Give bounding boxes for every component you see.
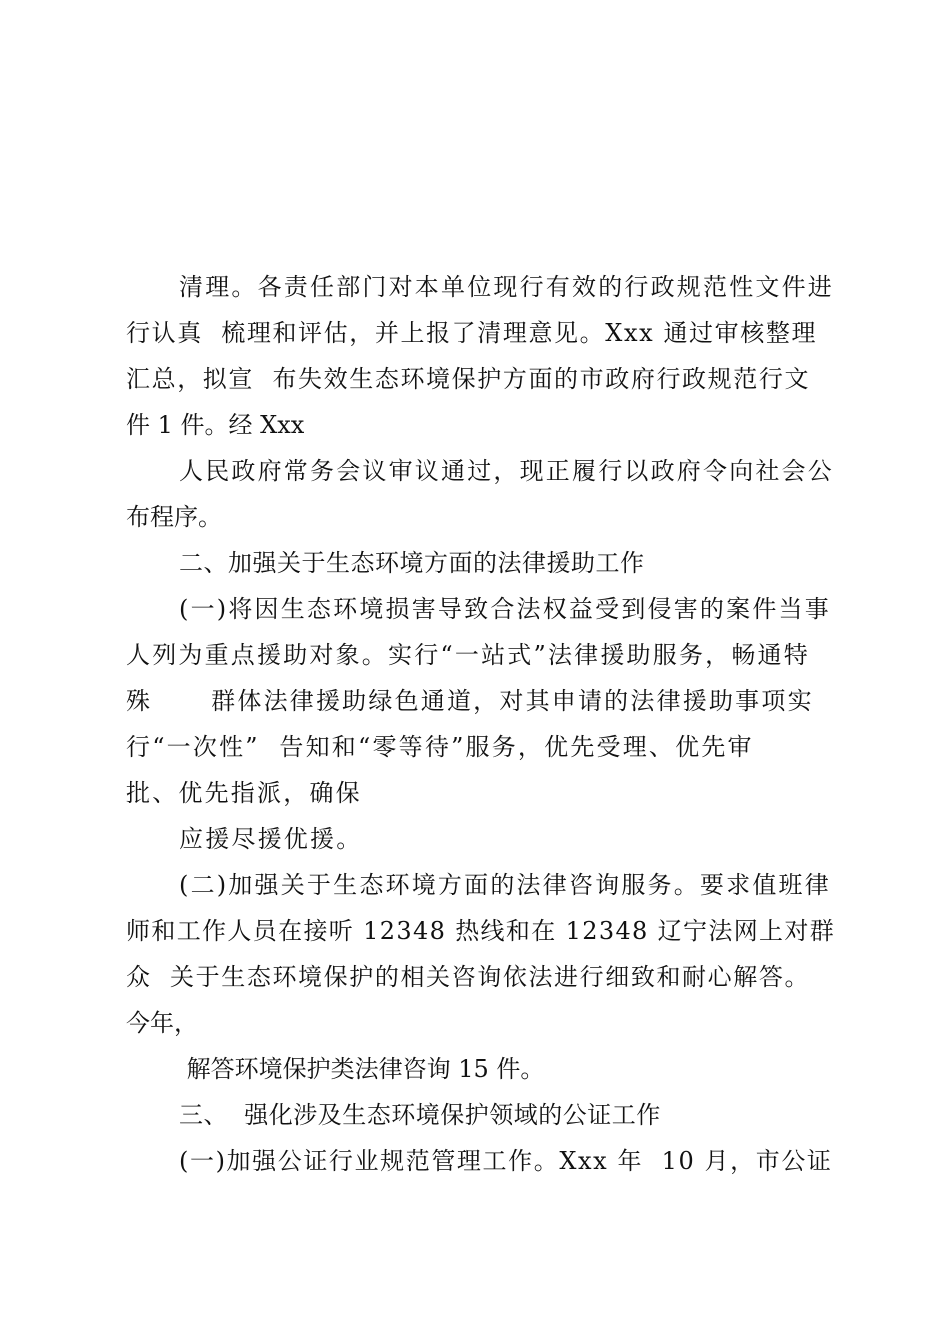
- paragraph-line: 布程序。: [126, 503, 222, 531]
- paragraph-line: 众 关于生态环境保护的相关咨询依法进行细致和耐心解答。: [126, 963, 811, 991]
- section-heading-3: 三、 强化涉及生态环境保护领域的公证工作: [179, 1101, 661, 1129]
- section-heading-2: 二、加强关于生态环境方面的法律援助工作: [179, 549, 645, 577]
- paragraph-line: 人列为重点援助对象。实行“一站式”法律援助服务，畅通特: [126, 641, 810, 669]
- paragraph-line: 件 1 件。经 Xxx: [126, 411, 305, 439]
- paragraph-line: (二)加强关于生态环境方面的法律咨询服务。要求值班律: [179, 871, 831, 899]
- paragraph-line: (一)加强公证行业规范管理工作。Xxx 年 10 月，市公证: [179, 1147, 833, 1175]
- paragraph-line: 清理。各责任部门对本单位现行有效的行政规范性文件进: [179, 273, 834, 301]
- paragraph-line: 今年，: [126, 1009, 198, 1037]
- paragraph-line: 汇总，拟宣 布失效生态环境保护方面的市政府行政规范行文: [126, 365, 811, 393]
- paragraph-line: (一)将因生态环境损害导致合法权益受到侵害的案件当事: [179, 595, 831, 623]
- paragraph-line: 殊 群体法律援助绿色通道，对其申请的法律援助事项实: [126, 687, 814, 715]
- paragraph-line: 行认真 梳理和评估，并上报了清理意见。Xxx 通过审核整理: [126, 319, 818, 347]
- paragraph-line: 应援尽援优援。: [179, 825, 363, 853]
- paragraph-line: 人民政府常务会议审议通过，现正履行以政府令向社会公: [179, 457, 834, 485]
- paragraph-line: 解答环境保护类法律咨询 15 件。: [179, 1055, 545, 1083]
- paragraph-line: 师和工作人员在接听 12348 热线和在 12348 辽宁法网上对群: [126, 917, 836, 945]
- paragraph-line: 行“一次性” 告知和“零等待”服务，优先受理、优先审: [126, 733, 754, 761]
- paragraph-line: 批、优先指派，确保: [126, 779, 362, 807]
